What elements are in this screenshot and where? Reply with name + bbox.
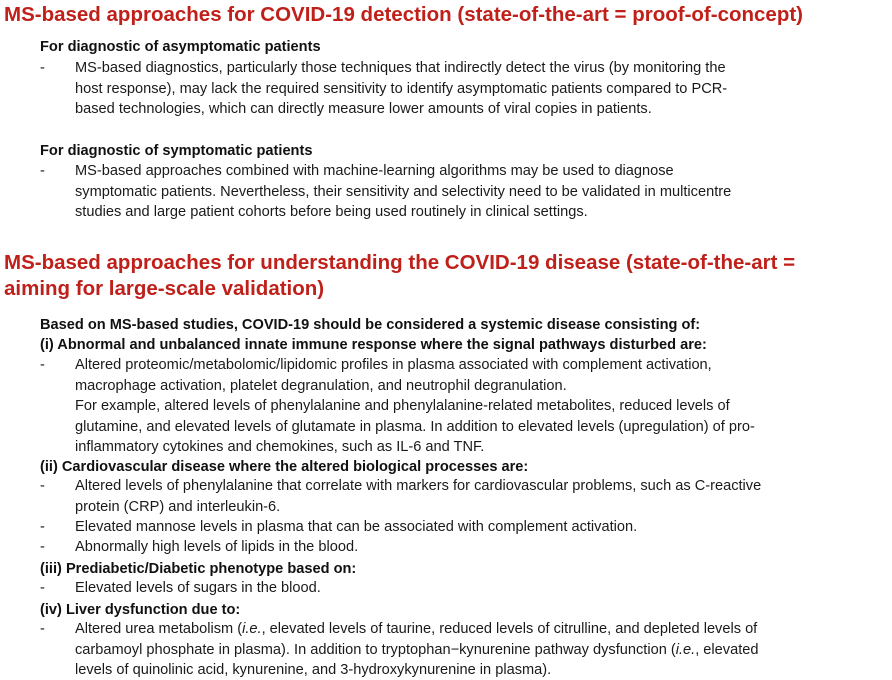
- text-line: protein (CRP) and interleukin-6.: [75, 498, 281, 515]
- text-segment: , elevated: [695, 641, 759, 658]
- section2-title-line1: MS-based approaches for understanding the COVID-19 disease (state-of-the-art =: [4, 251, 796, 274]
- part4-bullet-text: [75, 619, 759, 680]
- part1-bullet-marker: -: [40, 357, 45, 373]
- part1-bullet-text: [75, 355, 755, 458]
- text-line: Abnormally high levels of lipids in the blood.: [75, 539, 359, 555]
- part3-bullet-marker: -: [40, 580, 45, 596]
- text-line: symptomatic patients. Nevertheless, their sensitivity and selectivity need to be validated in multicentre: [75, 183, 732, 200]
- text-line: host response), may lack the required sensitivity to identify asymptomatic patients compared to PCR-: [75, 80, 728, 97]
- text-line: For example, altered levels of phenylalanine and phenylalanine-related metabolites, reduced levels of: [75, 398, 730, 414]
- text-line: levels of quinolinic acid, kynurenine, and 3-hydroxykynurenine in plasma).: [75, 662, 552, 678]
- part3-bullet-text: [75, 578, 321, 599]
- text-line: based technologies, which can directly measure lower amounts of viral copies in patients.: [75, 101, 652, 117]
- part2-bullet3-marker: -: [40, 539, 45, 555]
- part1-heading: (i) Abnormal and unbalanced innate immune response where the signal pathways disturbed are:: [40, 337, 707, 353]
- text-line: inflammatory cytokines and chemokines, such as IL-6 and TNF.: [75, 439, 485, 455]
- sub2-heading: For diagnostic of symptomatic patients: [40, 143, 313, 159]
- part2-bullet3-text: [75, 537, 358, 558]
- part2-bullet2-marker: -: [40, 519, 45, 535]
- italic-segment: i.e.: [675, 641, 696, 658]
- section2-intro: Based on MS-based studies, COVID-19 should be considered a systemic disease consisting of:: [40, 317, 701, 333]
- section1-title: MS-based approaches for COVID-19 detection (state-of-the-art = proof-of-concept): [4, 3, 803, 26]
- sub2-bullet-marker: -: [40, 163, 45, 179]
- section2-title-line2: aiming for large-scale validation): [4, 277, 325, 300]
- part2-bullet1-marker: -: [40, 478, 45, 494]
- sub1-bullet-marker: -: [40, 60, 45, 76]
- text-line: [75, 640, 759, 661]
- text-line: studies and large patient cohorts before being used routinely in clinical settings.: [75, 204, 588, 220]
- sub1-bullet-text: [75, 58, 727, 120]
- italic-segment: i.e.: [242, 621, 262, 637]
- text-line: MS-based diagnostics, particularly those techniques that indirectly detect the virus (by monitoring the: [75, 60, 726, 76]
- part4-heading: (iv) Liver dysfunction due to:: [40, 602, 241, 618]
- text-segment: Altered urea metabolism (: [75, 621, 243, 637]
- part4-bullet-marker: -: [40, 621, 45, 637]
- text-line: Altered levels of phenylalanine that correlate with markers for cardiovascular problems, such as C-reactive: [75, 478, 762, 494]
- part3-heading: (iii) Prediabetic/Diabetic phenotype based on:: [40, 561, 357, 577]
- text-line: glutamine, and elevated levels of glutamate in plasma. In addition to elevated levels (upregulation) of pro-: [75, 418, 755, 435]
- text-line: [75, 619, 759, 640]
- part2-heading: (ii) Cardiovascular disease where the altered biological processes are:: [40, 459, 529, 475]
- part2-bullet2-text: [75, 517, 637, 538]
- sub2-bullet-text: [75, 161, 731, 223]
- text-segment: , elevated levels of taurine, reduced levels of citrulline, and depleted levels of: [261, 621, 758, 637]
- text-line: MS-based approaches combined with machine-learning algorithms may be used to diagnose: [75, 163, 674, 179]
- text-line: Altered proteomic/metabolomic/lipidomic profiles in plasma associated with complement activation,: [75, 357, 712, 373]
- text-line: Elevated levels of sugars in the blood.: [75, 580, 321, 596]
- text-line: Elevated mannose levels in plasma that can be associated with complement activation.: [75, 519, 638, 535]
- part2-bullet1-text: [75, 476, 761, 517]
- text-segment: carbamoyl phosphate in plasma). In addition to tryptophan−kynurenine pathway dysfunction (: [75, 641, 676, 658]
- sub1-heading: For diagnostic of asymptomatic patients: [40, 39, 321, 55]
- text-line: macrophage activation, platelet degranulation, and neutrophil degranulation.: [75, 377, 567, 394]
